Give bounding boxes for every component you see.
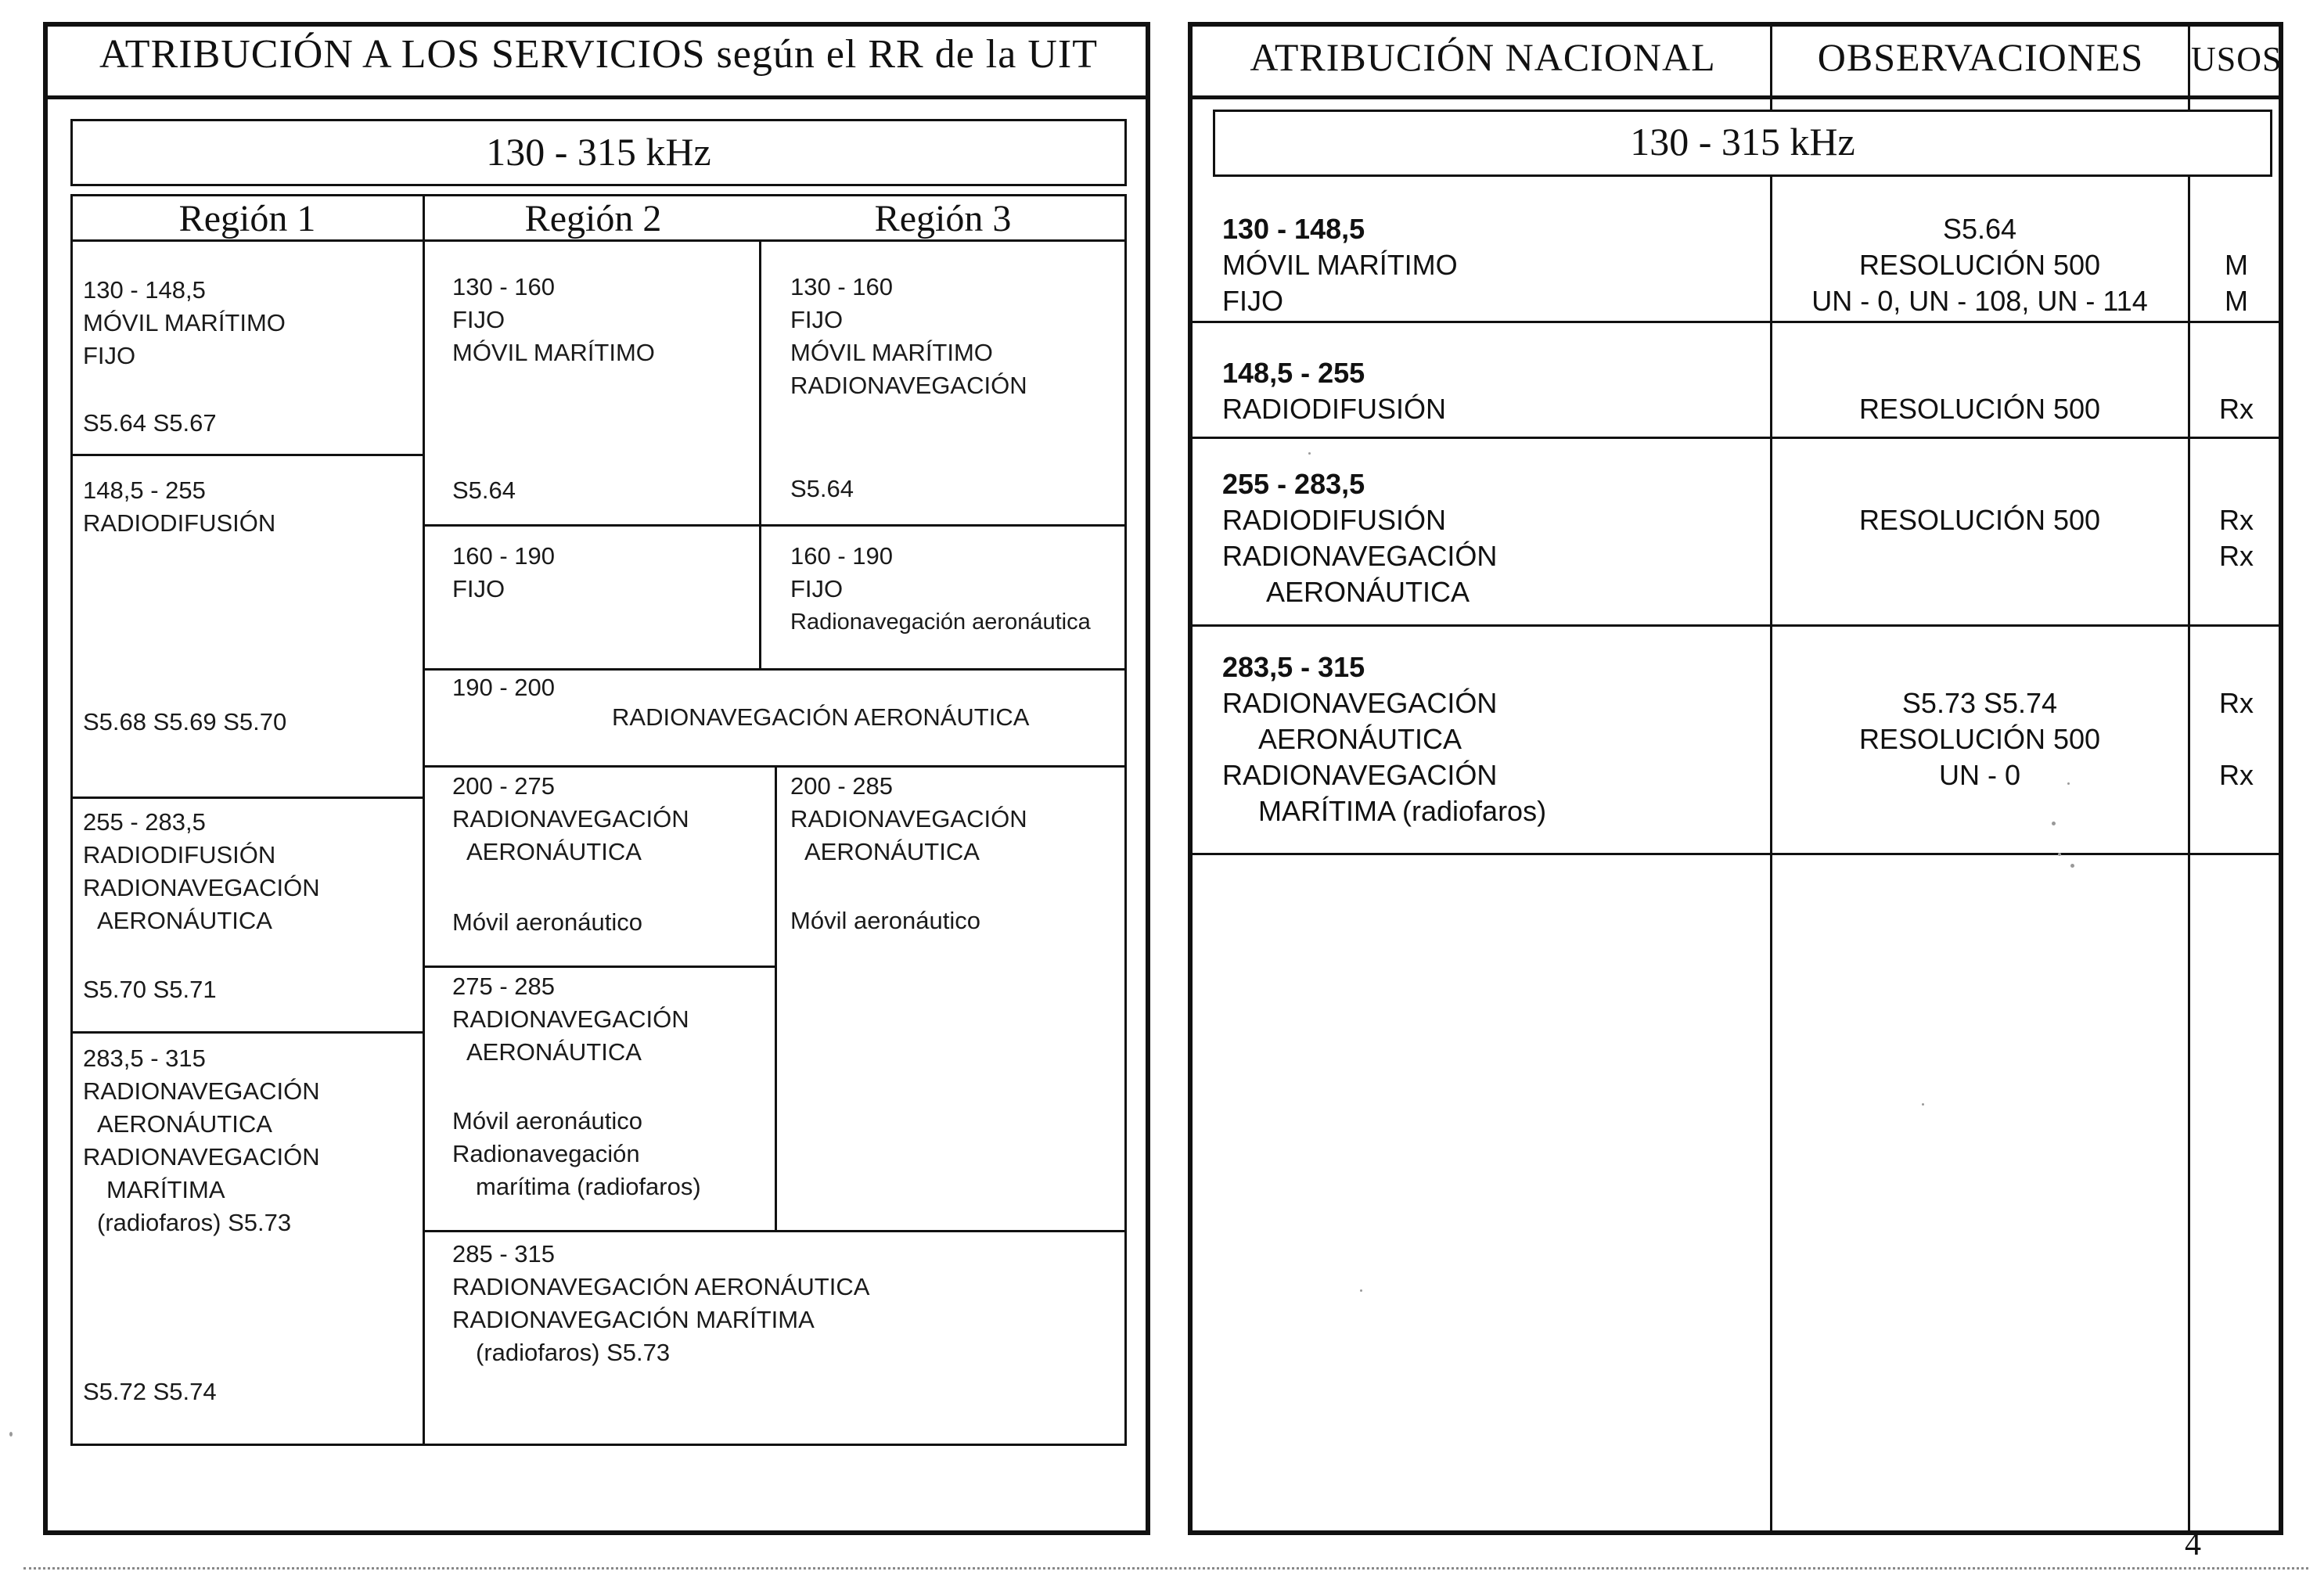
right-row-divider-3 [1190,624,2281,627]
r23-divider-160 [423,524,1127,527]
right-row-divider-4 [1190,853,2281,855]
region-1-header: Región 1 [178,198,316,239]
obs-row-255: RESOLUCIÓN 500 [1858,504,2101,536]
nat-row-255: 255 - 283,5 RADIODIFUSIÓN RADIONAVEGACIÓN AERONÁUTICA [1222,468,1498,608]
right-header-observaciones: OBSERVACIONES [1817,35,2144,79]
scan-speck [2052,822,2056,825]
region-3-header: Región 3 [874,198,1012,239]
r3-cell-200-mobile: Móvil aeronáutico [790,907,980,934]
scan-speck [1922,1103,1924,1106]
right-col-divider-2 [2188,24,2190,1533]
r1-divider-2 [70,796,423,799]
r1-cell-148: 148,5 - 255 RADIODIFUSIÓN [83,476,276,537]
right-col-divider-1 [1770,24,1772,1533]
scan-speck [2067,782,2070,785]
r1-notes-283: S5.72 S5.74 [83,1378,217,1405]
r23-divider-200 [423,765,1127,768]
page-number: 4 [2185,1526,2201,1562]
r3-notes-130: S5.64 [790,475,854,502]
r2-cell-200-mobile: Móvil aeronáutico [452,908,642,936]
right-header-usos: USOS [2191,40,2283,78]
r2-cell-275-notes: Móvil aeronáutico Radionavegación marítima (radiofaros) [452,1107,701,1200]
r1-notes-130: S5.64 S5.67 [83,409,217,437]
r1-divider-3 [70,1031,423,1034]
r1-notes-148: S5.68 S5.69 S5.70 [83,708,287,735]
r2-cell-275: 275 - 285 RADIONAVEGACIÓN AERONÁUTICA [452,973,689,1066]
nat-row-283: 283,5 - 315 RADIONAVEGACIÓN AERONÁUTICA RADIONAVEGACIÓN MARÍTIMA (radiofaros) [1222,651,1547,827]
r1-divider-1 [70,454,423,456]
r1-notes-255: S5.70 S5.71 [83,976,217,1003]
r2-notes-130: S5.64 [452,476,516,504]
region-2-header: Región 2 [524,198,662,239]
scan-speck [2070,864,2074,868]
r2-cell-200: 200 - 275 RADIONAVEGACIÓN AERONÁUTICA [452,772,689,865]
r23-cell-190-freq: 190 - 200 [452,674,555,701]
r1-cell-130: 130 - 148,5 MÓVIL MARÍTIMO FIJO [83,276,286,369]
usos-row-148: Rx [2219,393,2254,425]
region-1-2-divider [423,194,425,1446]
nat-row-130: 130 - 148,5 MÓVIL MARÍTIMO FIJO [1222,213,1458,317]
r3-cell-160: 160 - 190 FIJO Radionavegación aeronáutica [790,542,1091,635]
left-panel-header: ATRIBUCIÓN A LOS SERVICIOS según el RR de la UIT [99,32,1098,77]
left-band-label: 130 - 315 kHz [486,130,711,174]
obs-row-148: RESOLUCIÓN 500 [1858,393,2101,425]
r2-cell-130: 130 - 160 FIJO MÓVIL MARÍTIMO [452,273,655,366]
usos-row-255: Rx Rx [2219,504,2254,572]
left-header-divider [45,95,1149,99]
right-header-atribucion: ATRIBUCIÓN NACIONAL [1250,35,1716,79]
r3-cell-200: 200 - 285 RADIONAVEGACIÓN AERONÁUTICA [790,772,1027,865]
region-2-3-divider-top [759,239,761,668]
usos-row-283: Rx Rx [2219,687,2254,791]
scan-speck [2058,853,2061,856]
obs-row-130: S5.64 RESOLUCIÓN 500 UN - 0, UN - 108, UN - 114 [1811,213,2148,317]
r2-divider-275 [423,965,775,968]
right-band-label: 130 - 315 kHz [1630,120,1855,164]
scan-bottom-line [23,1567,2308,1570]
r1-cell-255: 255 - 283,5 RADIODIFUSIÓN RADIONAVEGACIÓN AERONÁUTICA [83,808,320,934]
r3-cell-130: 130 - 160 FIJO MÓVIL MARÍTIMO RADIONAVEGACIÓN [790,273,1027,399]
right-row-divider-2 [1190,437,2281,439]
r1-cell-283: 283,5 - 315 RADIONAVEGACIÓN AERONÁUTICA RADIONAVEGACIÓN MARÍTIMA (radiofaros) S5.73 [83,1045,320,1236]
region-2-3-divider-mid [775,765,777,1230]
usos-row-130: M M [2225,249,2248,317]
r23-cell-285: 285 - 315 RADIONAVEGACIÓN AERONÁUTICA RADIONAVEGACIÓN MARÍTIMA (radiofaros) S5.73 [452,1240,870,1366]
scan-speck [1308,452,1311,455]
r2-cell-160: 160 - 190 FIJO [452,542,555,602]
nat-row-148: 148,5 - 255 RADIODIFUSIÓN [1222,357,1447,425]
r23-divider-285 [423,1230,1127,1232]
obs-row-283: S5.73 S5.74 RESOLUCIÓN 500 UN - 0 [1858,687,2101,791]
right-header-divider [1190,95,2281,99]
r23-cell-190-service: RADIONAVEGACIÓN AERONÁUTICA [612,703,1030,731]
r23-divider-190 [423,668,1127,671]
scan-speck [1360,1289,1362,1292]
right-row-divider-1 [1190,321,2281,323]
scan-speck [9,1432,13,1437]
